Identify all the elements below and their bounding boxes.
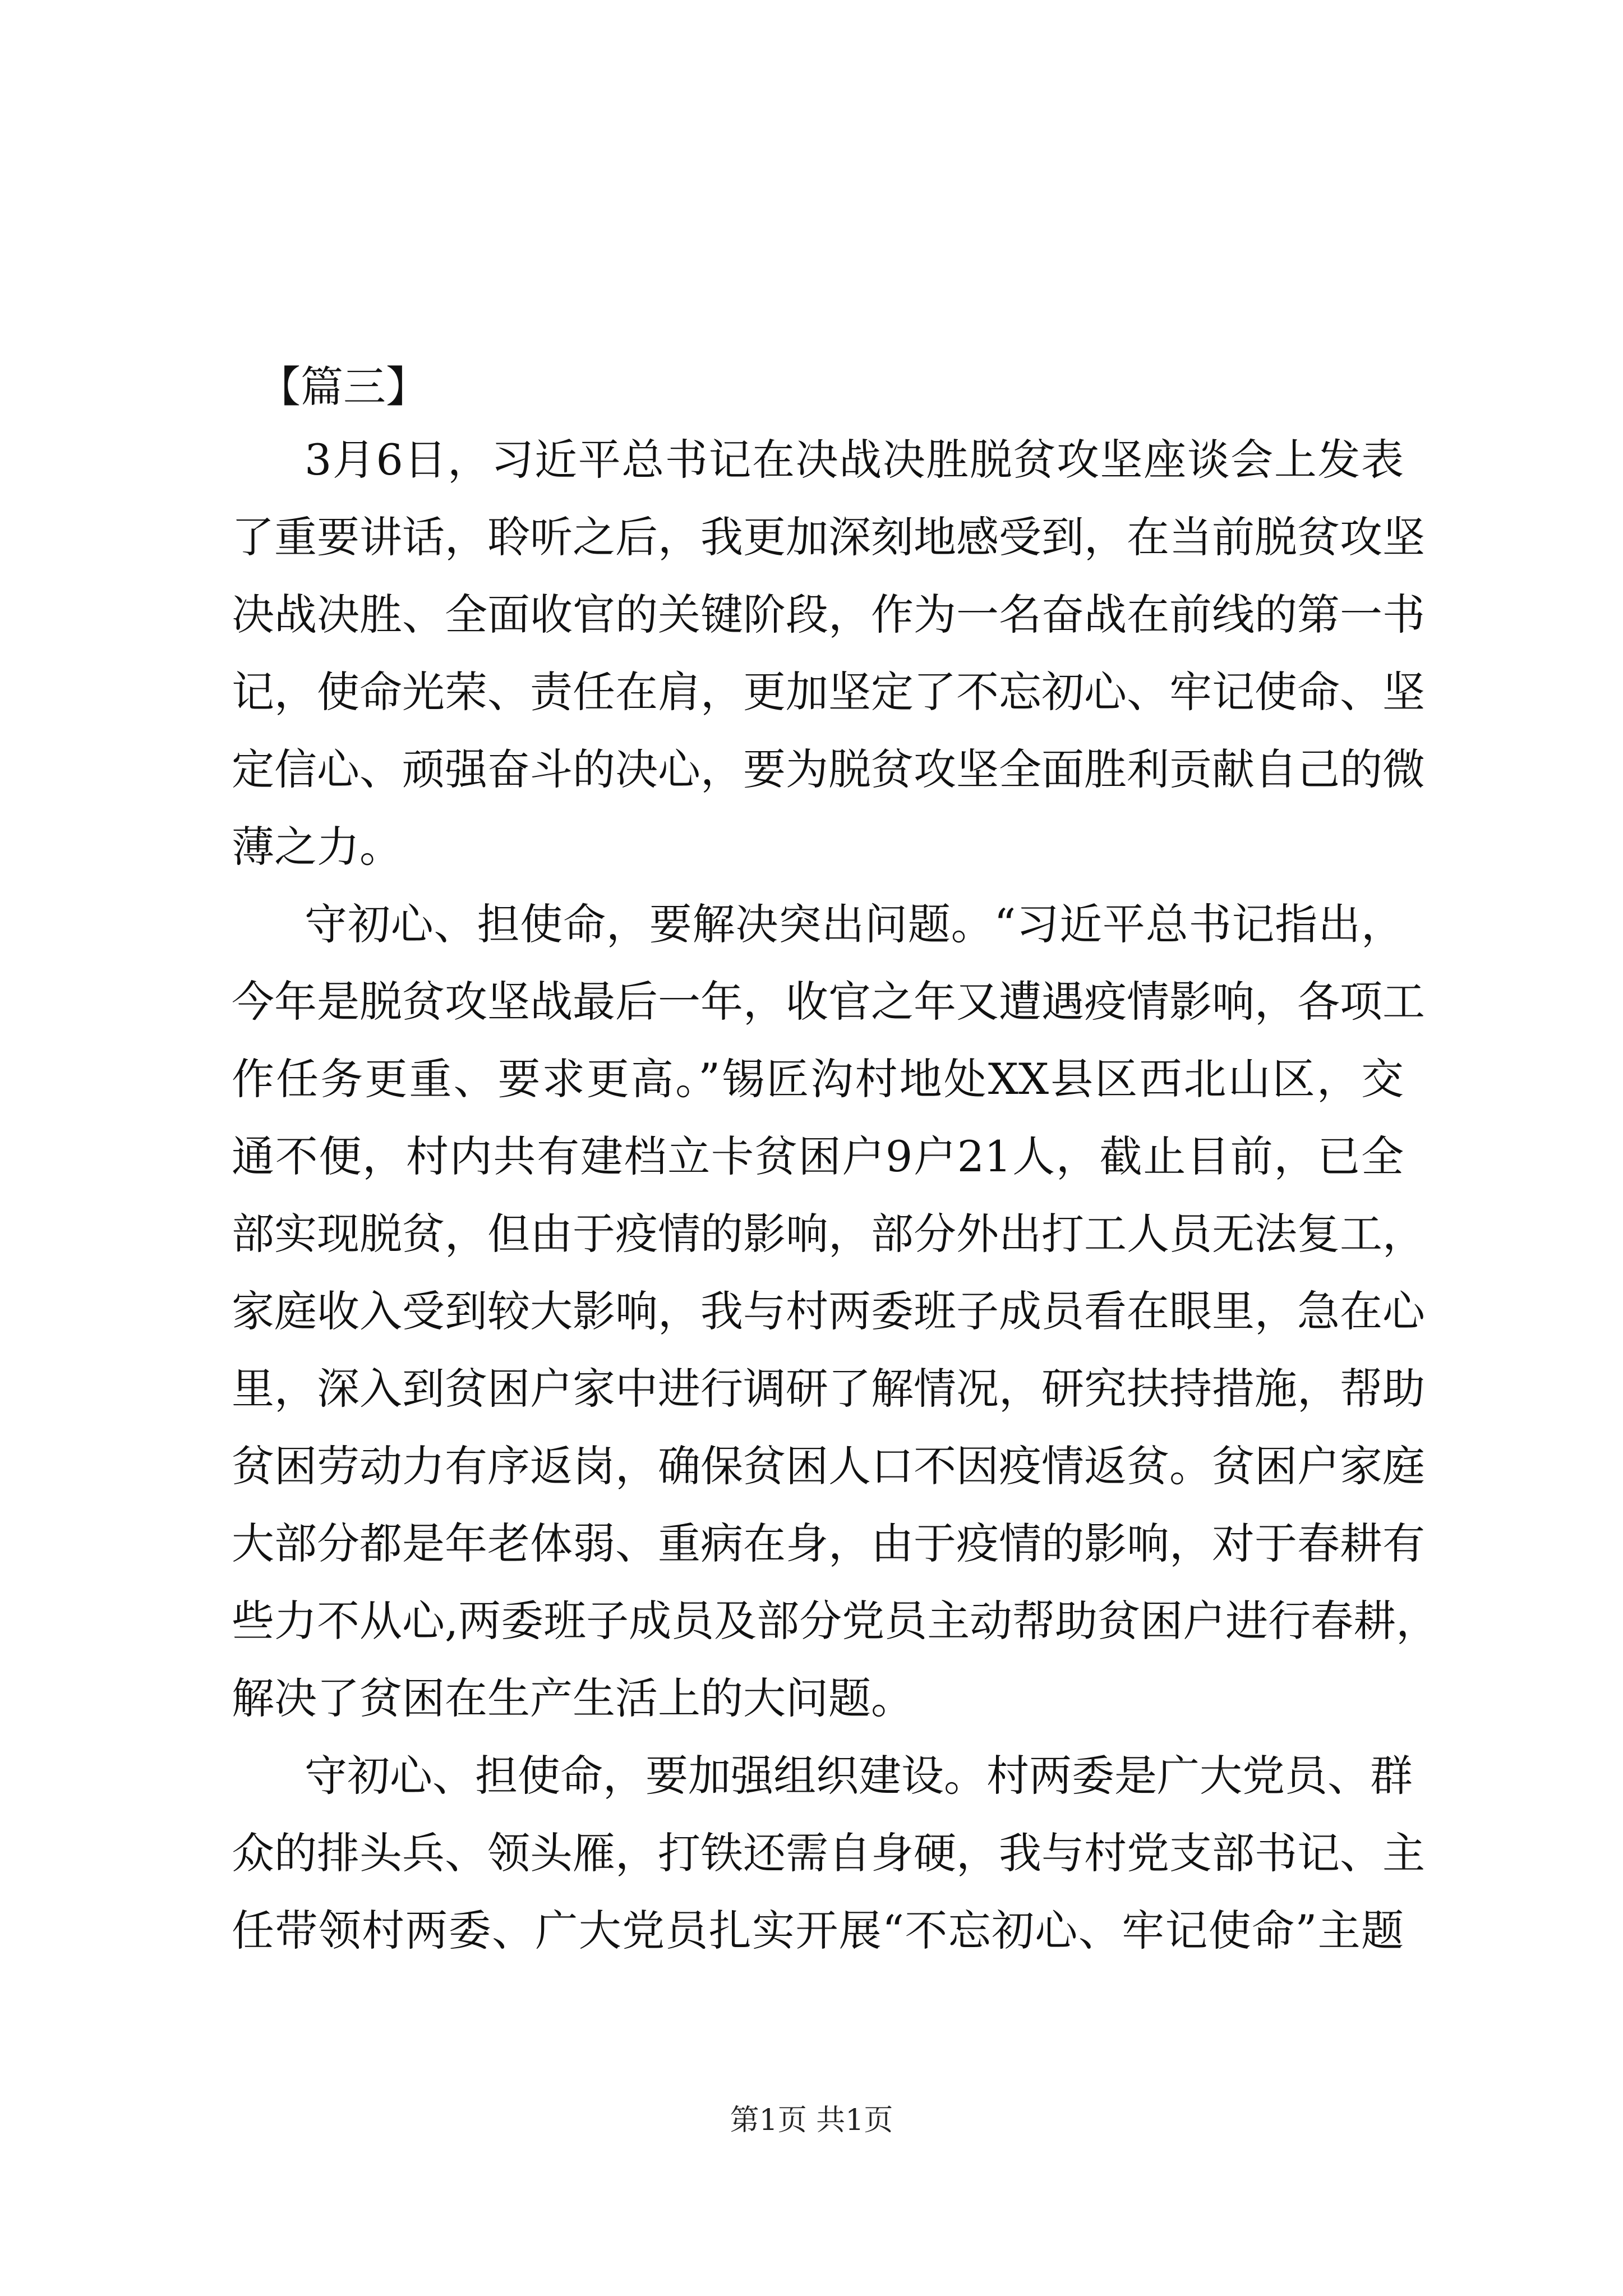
paragraph-line: 众的排头兵、领头雁，打铁还需自身硬，我与村党支部书记、主 [232, 1828, 1425, 1878]
paragraph-line: 家庭收入受到较大影响，我与村两委班子成员看在眼里，急在心 [232, 1286, 1425, 1336]
section-heading: 【篇三】 [258, 362, 428, 412]
paragraph-line: 任带领村两委、广大党员扎实开展“不忘初心、牢记使命”主题 [232, 1906, 1404, 1955]
paragraph-line: 薄之力。 [232, 822, 402, 872]
paragraph-line: 解决了贫困在生产生活上的大问题。 [232, 1673, 914, 1723]
paragraph-line: 些力不从心,两委班子成员及部分党员主动帮助贫困户进行春耕， [232, 1596, 1439, 1646]
paragraph-line: 大部分都是年老体弱、重病在身，由于疫情的影响，对于春耕有 [232, 1519, 1425, 1568]
paragraph-line: 部实现脱贫，但由于疫情的影响，部分外出打工人员无法复工， [232, 1209, 1425, 1259]
paragraph-line: 定信心、顽强奋斗的决心，要为脱贫攻坚全面胜利贡献自己的微 [232, 744, 1425, 794]
paragraph-line: 守初心、担使命，要加强组织建设。村两委是广大党员、群 [305, 1751, 1413, 1801]
paragraph-line: 了重要讲话，聆听之后，我更加深刻地感受到，在当前脱贫攻坚 [232, 512, 1425, 562]
paragraph-line: 里，深入到贫困户家中进行调研了解情况，研究扶持措施，帮助 [232, 1364, 1425, 1414]
paragraph-line: 3月6日，习近平总书记在决战决胜脱贫攻坚座谈会上发表 [305, 435, 1404, 485]
paragraph-line: 贫困劳动力有序返岗，确保贫困人口不因疫情返贫。贫困户家庭 [232, 1441, 1425, 1491]
paragraph-line: 通不便，村内共有建档立卡贫困户9户21人，截止目前，已全 [232, 1131, 1404, 1181]
paragraph-line: 作任务更重、要求更高。”锡匠沟村地处XX县区西北山区，交 [232, 1054, 1404, 1104]
paragraph-line: 决战决胜、全面收官的关键阶段，作为一名奋战在前线的第一书 [232, 590, 1425, 639]
page-number-footer: 第1页 共1页 [730, 2104, 893, 2137]
paragraph-line: 守初心、担使命，要解决突出问题。“习近平总书记指出， [305, 899, 1404, 949]
paragraph-line: 今年是脱贫攻坚战最后一年，收官之年又遭遇疫情影响，各项工 [232, 977, 1425, 1027]
paragraph-line: 记，使命光荣、责任在肩，更加坚定了不忘初心、牢记使命、坚 [232, 667, 1425, 717]
